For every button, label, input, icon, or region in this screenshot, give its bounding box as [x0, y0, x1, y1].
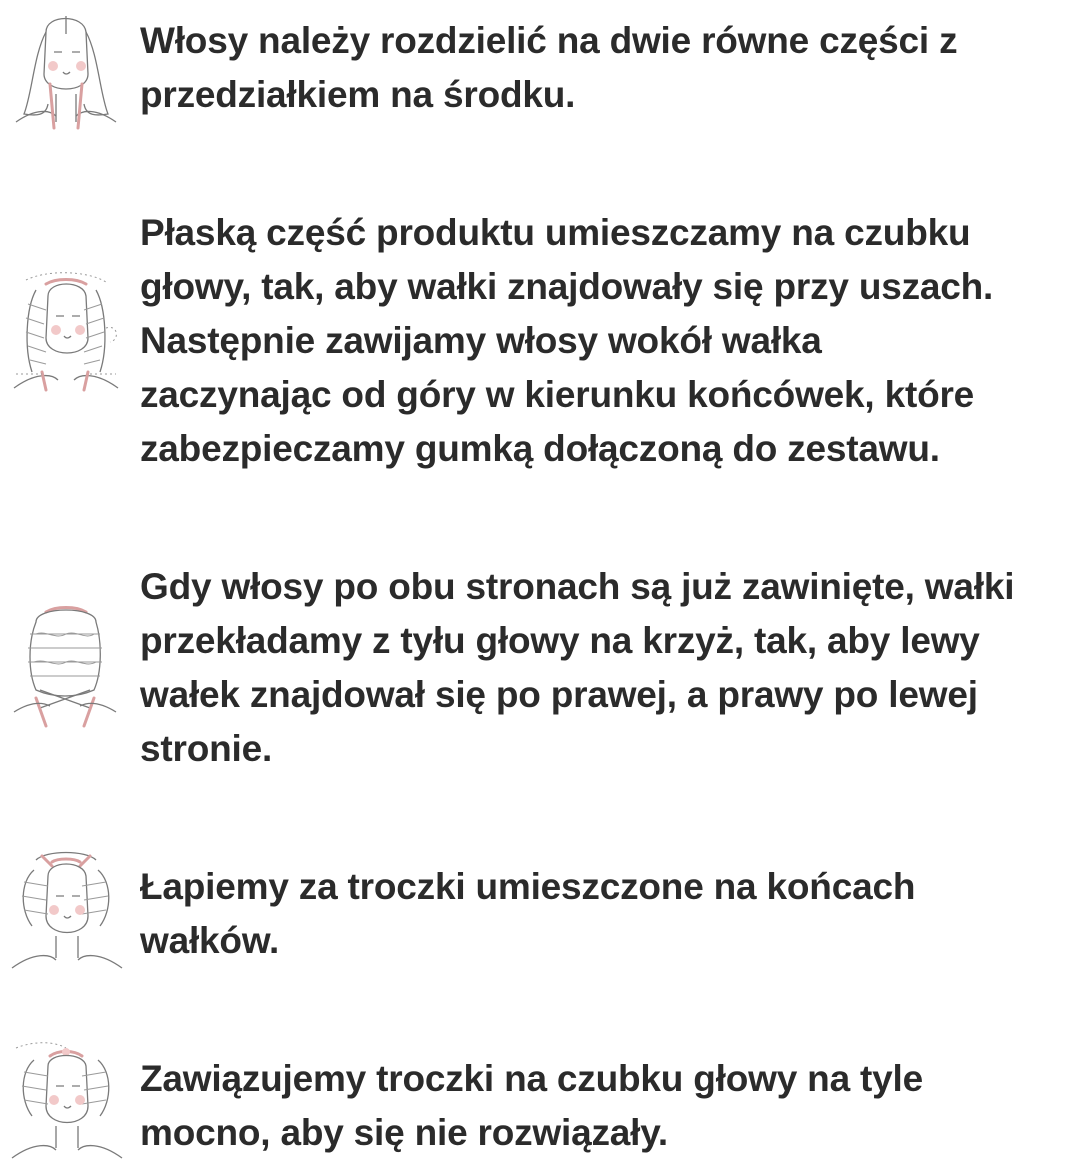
head-back-rollers-crossed-icon — [6, 602, 124, 732]
instruction-step-1 — [0, 0, 1072, 140]
instruction-step-5 — [0, 1030, 1072, 1168]
instruction-step-3 — [0, 560, 1072, 800]
instruction-text-4: Łapiemy za troczki umieszczone na końcach wałków. — [140, 866, 916, 961]
instruction-text-2: Płaską część produktu umieszczamy na czubku głowy, tak, aby wałki znajdowały się przy uszach. Następnie zawijamy włosy wokół wałka zaczynając od góry w kierunku końcówek, które zabezpieczamy gumką dołączoną do zestawu. — [140, 212, 994, 469]
woman-rollers-on-head-icon — [6, 268, 124, 398]
instruction-step-2 — [0, 200, 1072, 500]
instruction-step-4 — [0, 840, 1072, 990]
woman-rollers-tied-icon — [6, 1036, 124, 1166]
instruction-text-5: Zawiązujemy troczki na czubku głowy na tyle mocno, aby się nie rozwiązały. — [140, 1058, 923, 1153]
woman-hair-parted-icon — [6, 4, 124, 134]
instruction-text-3: Gdy włosy po obu stronach są już zawinięte, wałki przekładamy z tyłu głowy na krzyż, tak, aby lewy wałek znajdował się po prawej, a prawy po lewej stronie. — [140, 566, 1015, 769]
instruction-text-1: Włosy należy rozdzielić na dwie równe części z przedziałkiem na środku. — [140, 20, 958, 115]
woman-rollers-ties-up-icon — [6, 846, 124, 976]
